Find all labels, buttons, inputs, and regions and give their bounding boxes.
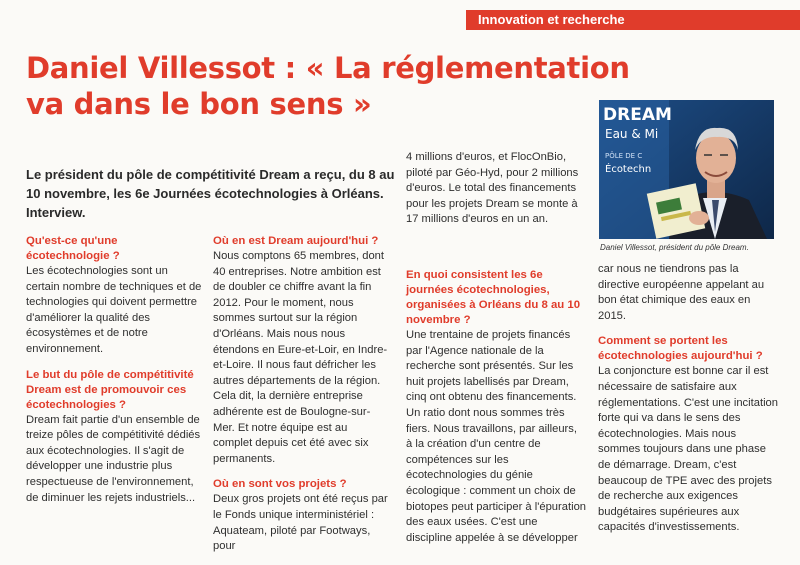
question: Le but du pôle de compétitivité Dream est de promouvoir ces écotechnologies ? — [26, 368, 194, 411]
banner-text-3: PÔLE DE C — [605, 152, 643, 160]
column-2 — [213, 234, 389, 565]
column-3-top — [406, 150, 586, 228]
answer: Les écotechnologies sont un certain nombre de techniques et de technologies qui doivent permettre d'améliorer la qualité des écosystèmes et de notre environnement. — [26, 265, 202, 355]
question: Qu'est-ce qu'une écotechnologie ? — [26, 235, 120, 262]
section-rubric: Innovation et recherche — [466, 10, 800, 30]
question: Où en sont vos projets ? — [213, 478, 347, 491]
answer: Nous comptons 65 membres, dont 40 entreprises. Notre ambition est de doubler ce chiffre avant la fin 2012. Pour le moment, nous sommes surtout sur la région d'Orléans. Mais nous nous étendons en Eure-et-Loir, en Indre-et-Loire. Il nous faut défricher les autres départements de la région. Cela dit, la dernière entreprise adhérente est de Boulogne-sur-Mer. Et notre équipe est au complet depuis cet été avec six permanents. — [213, 250, 388, 465]
answer: Une trentaine de projets financés par l'Agence nationale de la recherche sont présentés. Sur les huit projets labellisés par Dream, cinq ont obtenu des financements. Un ratio dont nous sommes très fiers. Nous travaillons, par ailleurs, à la création d'un centre de compétences sur les écotechnologies du génie écologique : comment un choix de biotopes peut participer à l'épuration des eaux usées. C'est une discipline appelée à se développer — [406, 329, 587, 544]
banner-text-4: Écotechn — [605, 164, 652, 175]
photo-caption: Daniel Villessot, président du pôle Dream. — [600, 243, 749, 252]
article-headline — [26, 50, 666, 122]
portrait-photo — [599, 100, 774, 239]
answer-continued: 4 millions d'euros, et FlocOnBio, piloté par Géo-Hyd, pour 2 millions d'euros. Le total des financements pour les projets Dream se monte à 17 millions d'euros en un an. — [406, 151, 579, 226]
answer: La conjoncture est bonne car il est nécessaire de satisfaire aux réglementations. C'est une incitation forte qui va dans le sens des écotechnologies. Mais nous sommes toujours dans une phase de démarrage. Dream, c'est beaucoup de TPE avec des projets de recherche aux exigences budgétaires supérieures aux capacités d'investissements. — [598, 365, 778, 534]
answer: Dream fait partie d'un ensemble de treize pôles de compétitivité dédiés aux écotechnologies. Il s'agit de développer une industrie plus respectueuse de l'environnement, de diminuer les rejets industriels... — [26, 413, 201, 504]
column-1 — [26, 234, 202, 516]
headline-line-2: va dans le bon sens » — [26, 87, 372, 121]
question: Comment se portent les écotechnologies aujourd'hui ? — [598, 335, 763, 363]
banner-text-2: Eau & Mi — [605, 127, 659, 141]
portrait-illustration — [599, 100, 774, 239]
question: Où en est Dream aujourd'hui ? — [213, 235, 379, 247]
article-intro: Le président du pôle de compétitivité Dream a reçu, du 8 au 10 novembre, les 6e Journées écotechnologies à Orléans. Interview. — [26, 167, 395, 220]
banner-text-1: DREAM — [603, 105, 672, 125]
answer: Deux gros projets ont été reçus par le Fonds unique interministériel : Aquateam, piloté par Footways, pour — [213, 493, 388, 553]
question: En quoi consistent les 6e journées écotechnologies, organisées à Orléans du 8 au 10 novembre ? — [406, 269, 581, 326]
column-3 — [406, 268, 586, 546]
headline-line-1: Daniel Villessot : « La réglementation — [26, 51, 630, 85]
answer-continued: car nous ne tiendrons pas la directive européenne appelant au bon état chimique des eaux en 2015. — [598, 263, 765, 322]
column-4 — [598, 262, 778, 546]
